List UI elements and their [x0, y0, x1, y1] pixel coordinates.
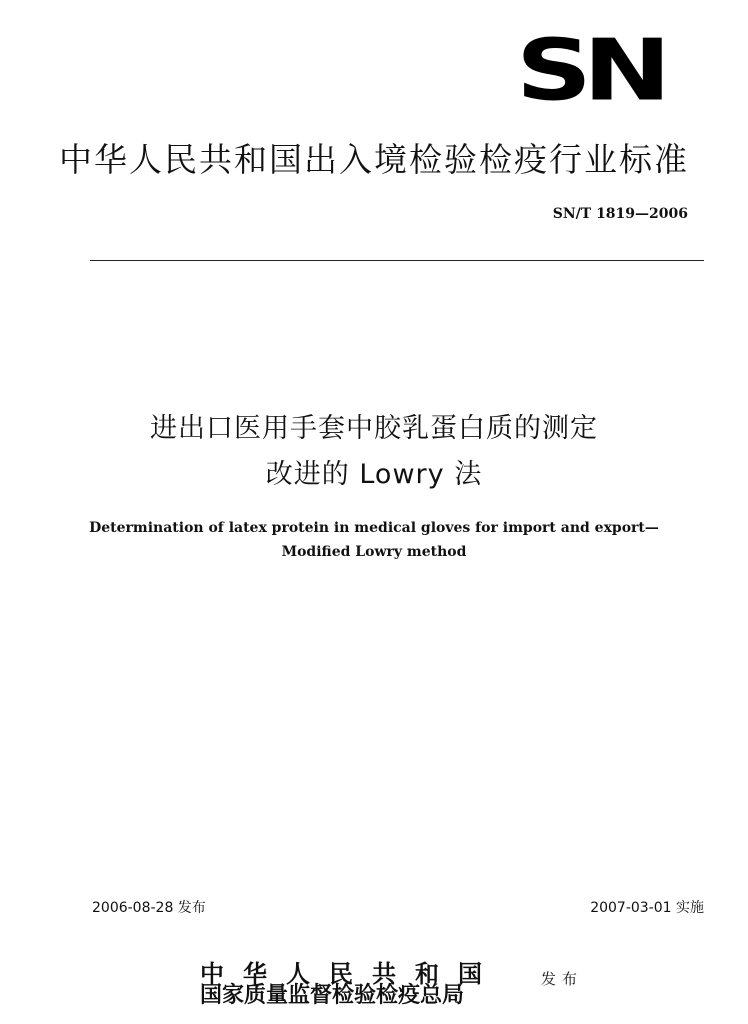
title-en-line2: Modified Lowry method — [281, 544, 467, 560]
implementation-date: 2007-03-01 实施 — [590, 900, 704, 916]
standard-category: 中华人民共和国出入境检验检疫行业标准 — [59, 140, 689, 179]
title-cn-line2: 改进的 Lowry 法 — [265, 459, 483, 490]
issuer-line2: 国家质量监督检验检疫总局 — [200, 982, 465, 1008]
header-divider — [90, 260, 704, 261]
publish-label: 发布 — [541, 970, 584, 988]
title-en-line1: Determination of latex protein in medical gloves for import and export— — [89, 520, 659, 536]
title-cn-line1: 进出口医用手套中胶乳蛋白质的测定 — [150, 413, 598, 444]
standard-number: SN/T 1819—2006 — [552, 206, 688, 222]
issuer-line1: 中华人民共和国 — [200, 959, 501, 988]
issue-date: 2006-08-28 发布 — [92, 900, 206, 916]
sn-logo: SN — [515, 21, 662, 120]
